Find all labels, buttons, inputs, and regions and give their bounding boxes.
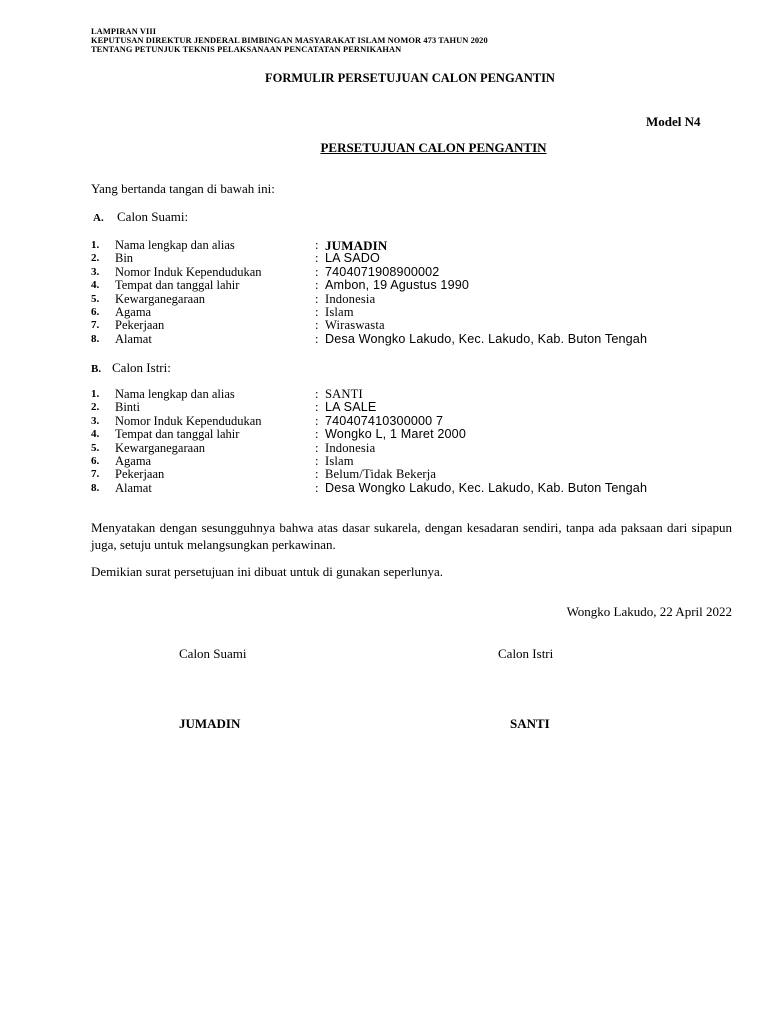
- field-value: Wiraswasta: [325, 318, 385, 333]
- field-label: Agama: [115, 304, 152, 319]
- field-value: LA SALE: [325, 400, 377, 415]
- field-colon: :: [315, 427, 319, 442]
- field-value: Desa Wongko Lakudo, Kec. Lakudo, Kab. Buton Tengah: [325, 480, 648, 495]
- field-colon: :: [315, 400, 319, 415]
- field-value: LA SADO: [325, 251, 380, 266]
- signature-name-suami: JUMADIN: [179, 716, 241, 731]
- field-number: 5.: [91, 292, 100, 305]
- field-number: 3.: [91, 265, 100, 278]
- statement-paragraph: Menyatakan dengan sesungguhnya bahwa atas dasar sukarela, dengan kesadaran sendiri, tanpa ada paksaan dari sipapun juga, setuju untuk melangsungkan perkawinan.: [91, 520, 732, 552]
- field-number: 7.: [91, 468, 100, 481]
- field-value: Wongko L, 1 Maret 2000: [325, 427, 466, 442]
- field-number: 5.: [91, 441, 100, 454]
- field-label: Pekerjaan: [115, 318, 165, 333]
- field-number: 8.: [91, 332, 100, 345]
- field-value: Belum/Tidak Bekerja: [325, 467, 437, 482]
- header-line-1: LAMPIRAN VIII: [91, 27, 157, 36]
- field-colon: :: [315, 453, 319, 468]
- field-number: 1.: [91, 239, 100, 251]
- field-label: Nama lengkap dan alias: [115, 238, 235, 252]
- field-label: Nomor Induk Kependudukan: [115, 413, 262, 428]
- field-number: 7.: [91, 319, 100, 332]
- field-colon: :: [315, 304, 319, 319]
- signature-label-suami: Calon Suami: [179, 646, 247, 661]
- section-suami-heading: [93, 209, 188, 225]
- form-title: FORMULIR PERSETUJUAN CALON PENGANTIN: [265, 71, 555, 85]
- section-letter: A.: [93, 212, 104, 224]
- field-number: 2.: [91, 252, 100, 265]
- field-colon: :: [315, 278, 319, 293]
- field-colon: :: [315, 480, 319, 495]
- field-label: Bin: [115, 251, 134, 266]
- field-number: 2.: [91, 401, 100, 414]
- field-label: Tempat dan tanggal lahir: [115, 427, 240, 442]
- field-value: Indonesia: [325, 440, 376, 455]
- field-value: 740407410300000 7: [325, 413, 444, 428]
- field-colon: :: [315, 467, 319, 482]
- field-value: Desa Wongko Lakudo, Kec. Lakudo, Kab. Buton Tengah: [325, 331, 648, 346]
- section-istri-heading: [91, 360, 171, 376]
- place-date: Wongko Lakudo, 22 April 2022: [566, 604, 732, 619]
- field-label: Alamat: [115, 480, 152, 495]
- field-value: 7404071908900002: [325, 264, 440, 279]
- model-label: Model N4: [646, 114, 701, 129]
- field-label: Agama: [115, 453, 152, 468]
- field-number: 8.: [91, 481, 100, 494]
- field-label: Nomor Induk Kependudukan: [115, 264, 262, 279]
- section-title: Calon Istri:: [112, 360, 171, 375]
- field-value: JUMADIN: [325, 238, 388, 253]
- field-colon: :: [315, 331, 319, 346]
- section-title: Calon Suami:: [117, 209, 189, 224]
- field-colon: :: [315, 318, 319, 333]
- field-label: Alamat: [115, 331, 152, 346]
- field-label: Binti: [115, 400, 141, 415]
- field-colon: :: [315, 291, 319, 306]
- field-value: SANTI: [325, 387, 363, 401]
- closing-paragraph: Demikian surat persetujuan ini dibuat untuk di gunakan seperlunya.: [91, 564, 443, 579]
- field-label: Nama lengkap dan alias: [115, 387, 235, 401]
- document-header: [91, 27, 488, 54]
- field-number: 6.: [91, 454, 100, 467]
- main-title: PERSETUJUAN CALON PENGANTIN: [320, 140, 547, 155]
- field-colon: :: [315, 238, 319, 252]
- field-number: 3.: [91, 414, 100, 427]
- field-value: Islam: [325, 453, 354, 468]
- signature-name-istri: SANTI: [510, 716, 550, 731]
- field-colon: :: [315, 440, 319, 455]
- field-label: Pekerjaan: [115, 467, 165, 482]
- signature-label-istri: Calon Istri: [498, 646, 554, 661]
- field-value: Islam: [325, 304, 354, 319]
- field-label: Kewarganegaraan: [115, 291, 205, 306]
- field-colon: :: [315, 413, 319, 428]
- field-colon: :: [315, 387, 319, 401]
- field-label: Kewarganegaraan: [115, 440, 205, 455]
- field-number: 4.: [91, 428, 100, 441]
- field-colon: :: [315, 264, 319, 279]
- field-number: 1.: [91, 388, 100, 400]
- intro-text: Yang bertanda tangan di bawah ini:: [91, 181, 275, 196]
- field-colon: :: [315, 251, 319, 266]
- header-line-2: KEPUTUSAN DIREKTUR JENDERAL BIMBINGAN MASYARAKAT ISLAM NOMOR 473 TAHUN 2020: [91, 36, 488, 45]
- header-line-3: TENTANG PETUNJUK TEKNIS PELAKSANAAN PENCATATAN PERNIKAHAN: [91, 45, 402, 54]
- field-number: 6.: [91, 305, 100, 318]
- field-value: Ambon, 19 Agustus 1990: [325, 278, 470, 293]
- field-label: Tempat dan tanggal lahir: [115, 278, 240, 293]
- section-letter: B.: [91, 363, 102, 375]
- field-number: 4.: [91, 279, 100, 292]
- field-value: Indonesia: [325, 291, 376, 306]
